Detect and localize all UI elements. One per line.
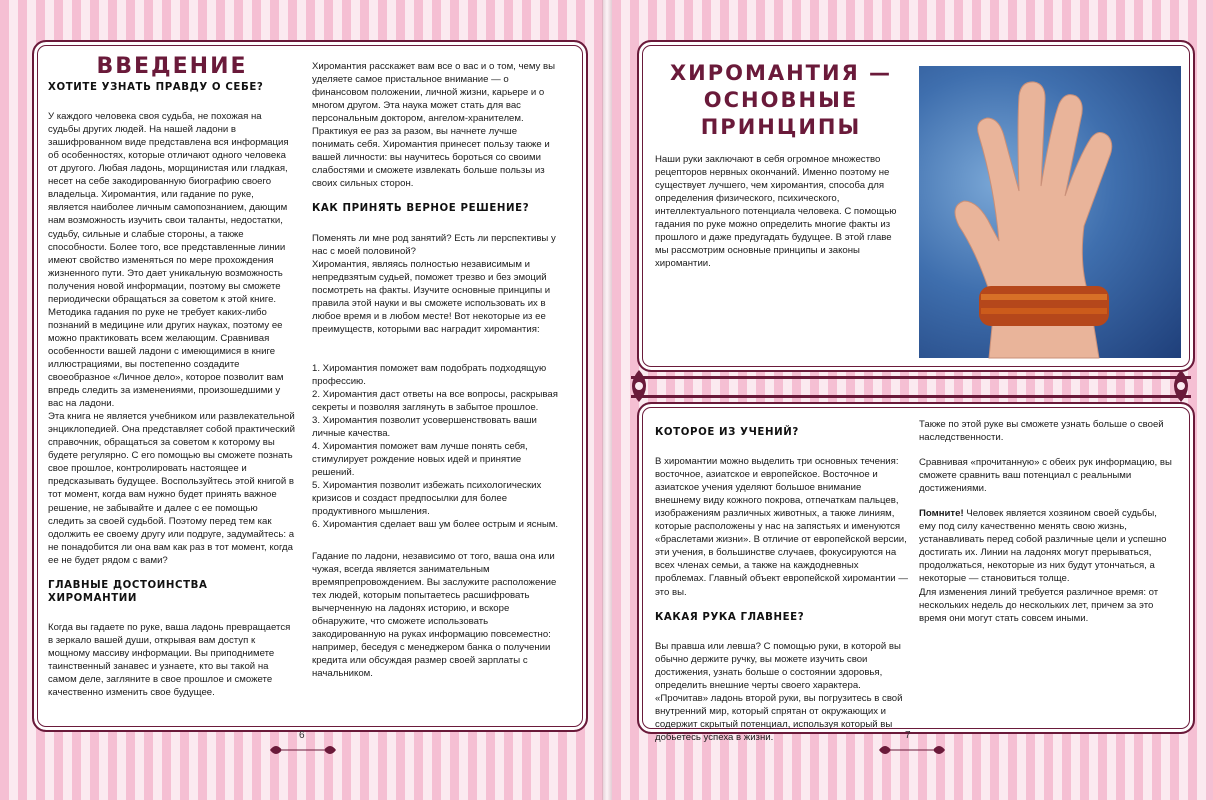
paragraph: Поменять ли мне род занятий? Есть ли перспективы у нас с моей половиной? xyxy=(312,232,556,257)
right-bottom-frame xyxy=(637,402,1195,743)
paragraph: Также по этой руке вы сможете узнать больше о своей наследственности. xyxy=(919,419,1164,444)
hand-photo xyxy=(919,66,1181,358)
remember-label: Помните! xyxy=(919,508,964,520)
page-number-ornament-icon xyxy=(268,740,338,760)
remember-text: Человек является хозяином своей судьбы, ему под силу качественно менять свою жизнь, устанавливать перед собой различные цели и успешно достигать их. Линии на ладонях могут прерываться, продолжаться, некоторые из них будут утончаться, а некоторые — становиться толще. xyxy=(919,508,1167,585)
chapter-title-line: ХИРОМАНТИЯ — xyxy=(669,61,893,85)
divider-ornament-left-icon xyxy=(619,366,659,406)
paragraph: В хиромантии можно выделить три основных течения: восточное, азиатское и европейское. Восточное и азиатское учения уделяют большое внимание внешнему виду кожного покрова, отпечаткам пальцев, изображениям различных животных, а также линиям, которые расположены у нас на запястьях и именуются «браслетами жизни». В отличие от европейской версии, эти учения, в большинстве случаев, фокусируются на всех членах семьи, а также на каждодневных проблемах. Главный объект европейской хиромантии — это вы. xyxy=(655,456,908,598)
page-number: 6 xyxy=(299,730,305,741)
paragraph: Хиромантия расскажет вам все о вас и о том, чему вы уделяете самое пристальное внимание — о финансовом положении, личной жизни, карьере и о многом другом. Эта наука может стать для вас персональным доктором, ангелом-хранителем. Практикуя ее раз за разом, вы начнете лучше понимать себя. Хиромантия принесет пользу также и вашей личности: вы научитесь бороться со своими слабостями и сможете извлекать больше пользы из своих сильных сторон. xyxy=(312,61,556,190)
list-item: 6. Хиромантия сделает ваш ум более острым и ясным. xyxy=(312,519,559,531)
right-column-2 xyxy=(919,418,1175,637)
list-item: 4. Хиромантия поможет вам лучше понять себя, стимулирует рождение новых идей и принятие решений. xyxy=(312,441,528,479)
page-number-ornament-icon xyxy=(877,740,947,760)
paragraph: Хиромантия, являясь полностью независимым и непредвзятым судьей, поможет трезво и без эмоций посмотреть на факты. Изучите основные принципы и правила этой науки и вы сможете использовать их в любое время и в любом месте! Вот некоторые из ее преимуществ, которыми вас наградит хиромантия: xyxy=(312,258,551,335)
left-page xyxy=(0,0,604,800)
paragraph: Для изменения линий требуется различное время: от нескольких недель до нескольких лет, причем за это время они могут стать совсем иными. xyxy=(919,586,1159,624)
list-item: 2. Хиромантия даст ответы на все вопросы, раскрывая секреты и позволяя заглянуть в забытое прошлое. xyxy=(312,388,558,414)
heading-which-teaching: КОТОРОЕ ИЗ УЧЕНИЙ? xyxy=(655,427,799,438)
heading-which-hand: КАКАЯ РУКА ГЛАВНЕЕ? xyxy=(655,611,805,623)
list-item: 1. Хиромантия поможет вам подобрать подходящую профессию. xyxy=(312,362,547,387)
heading-main-advantages: ГЛАВНЫЕ ДОСТОИНСТВА ХИРОМАНТИИ xyxy=(48,579,208,604)
page-title-introduction: ВВЕДЕНИЕ xyxy=(96,54,248,79)
paragraph: Эта книга не является учебником или развлекательной энциклопедией. Она представляет собой практический справочник, обращаться за советом к которому вы будете регулярно. С его помощью вы сможете познать свое прошлое, контролировать настоящее и предсказывать будущее. Воспользуйтесь этой книгой в тот момент, когда вам нужно будет принять важное решение, не забывайте и далее с ее помощью следить за своей судьбой. Поэтому перед тем как одолжить ее своему другу или подруге, задумайтесь: а не понадобится ли она вам как раз в тот момент, когда ее не будет рядом с вами? xyxy=(48,411,295,566)
paragraph: Методика гадания по руке не требует каких-либо познаний в медицине или других науках, поэтому ее можно практиковать всем желающим. Сравнивая особенности вашей ладони с имеющимися в книге иллюстрациями, вы постепенно создадите своеобразное «Личное дело», которое позволит вам впредь следить за изменениями, произошедшими у вас на ладони. xyxy=(48,306,284,410)
chapter-title-line: ПРИНЦИПЫ xyxy=(700,115,862,139)
list-item: 5. Хиромантия позволит избежать психологических кризисов и создаст предпосылки для более продуктивного мышления. xyxy=(312,480,542,518)
left-column-2 xyxy=(312,60,562,692)
chapter-intro-column xyxy=(655,60,907,282)
paragraph: Наши руки заключают в себя огромное множество рецепторов нервных окончаний. Именно поэтому не существует лучшего, чем хиромантия, способа для определения физического, психического, интеллектуального потенциала человека. С помощью гадания по руке можно определить многие факты из прошлого и даже предугадать будущее. В этой главе мы рассмотрим основные принципы и законы хиромантии. xyxy=(655,154,897,270)
paragraph: Гадание по ладони, независимо от того, ваша она или чужая, всегда является занимательным времяпрепровождением. Вы заслужите расположение тех людей, которым попытаетесь расшифровать вычерченную на ладонях историю, и вскоре обнаружите, что сможете использовать закодированную на руках информацию повсеместно: например, беседуя с менеджером банка о получении кредита или обсуждая размер своей зарплаты с начальником. xyxy=(312,550,557,679)
right-column-1 xyxy=(655,422,909,756)
hand-with-bracelet-image xyxy=(919,66,1181,358)
right-top-frame xyxy=(637,40,1195,372)
paragraph: Вы правша или левша? С помощью руки, в которой вы обычно держите ручку, вы можете изучить свои достижения, узнать больше о состоянии здоровья, определить внешние черты своего характера. «Прочитав» ладонь второй руки, вы погрузитесь в свой внутренний мир, который спрятан от окружающих и содержит скрытый потенциал, используя который вы добьетесь успеха в жизни. xyxy=(655,640,903,743)
paragraph-remember xyxy=(919,507,1175,585)
paragraph: У каждого человека своя судьба, не похожая на судьбы других людей. На нашей ладони в зашифрованном виде представлена вся информация об особенностях, которые отличают одного человека от другого. Любая ладонь, морщинистая или гладкая, несет на себе закодированную биографию своего владельца. Хиромантия, или гадание по руке, является наиболее личным самопознанием, дающим нам возможность изучить свои таланты, недостатки, судьбу, сильные и слабые стороны, а также способности. Более того, все представленные линии имеют свойство изменяться по мере прохождения жизненного пути. Это дает уникальную возможность получения новой информации, поэтому вы сможете периодически обращаться за советом к этой книге. xyxy=(48,111,289,305)
heading-truth-about-self: ХОТИТЕ УЗНАТЬ ПРАВДУ О СЕБЕ? xyxy=(48,82,264,94)
left-content-frame xyxy=(32,40,588,732)
page-number: 7 xyxy=(905,730,911,741)
benefits-list xyxy=(312,362,562,532)
paragraph: Сравнивая «прочитанную» с обеих рук информацию, вы сможете сравнить ваш потенциал с реальными достижениями. xyxy=(919,457,1172,495)
right-page xyxy=(609,0,1213,800)
divider-ornament-right-icon xyxy=(1161,366,1201,406)
chapter-title xyxy=(655,60,907,141)
paragraph: Когда вы гадаете по руке, ваша ладонь превращается в зеркало вашей души, открывая вам доступ к мощному массиву информации. Вы приподнимете таинственный занавес и узнаете, кто вы такой на самом деле, загляните в свое прошлое и сможете качественно изменить свое будущее. xyxy=(48,621,291,699)
list-item: 3. Хиромантия позволит усовершенствовать ваши личные качества. xyxy=(312,415,537,440)
section-divider xyxy=(631,376,1191,398)
chapter-title-line: ОСНОВНЫЕ xyxy=(703,88,859,112)
heading-right-decision: КАК ПРИНЯТЬ ВЕРНОЕ РЕШЕНИЕ? xyxy=(312,203,530,215)
left-column-1 xyxy=(48,54,296,711)
